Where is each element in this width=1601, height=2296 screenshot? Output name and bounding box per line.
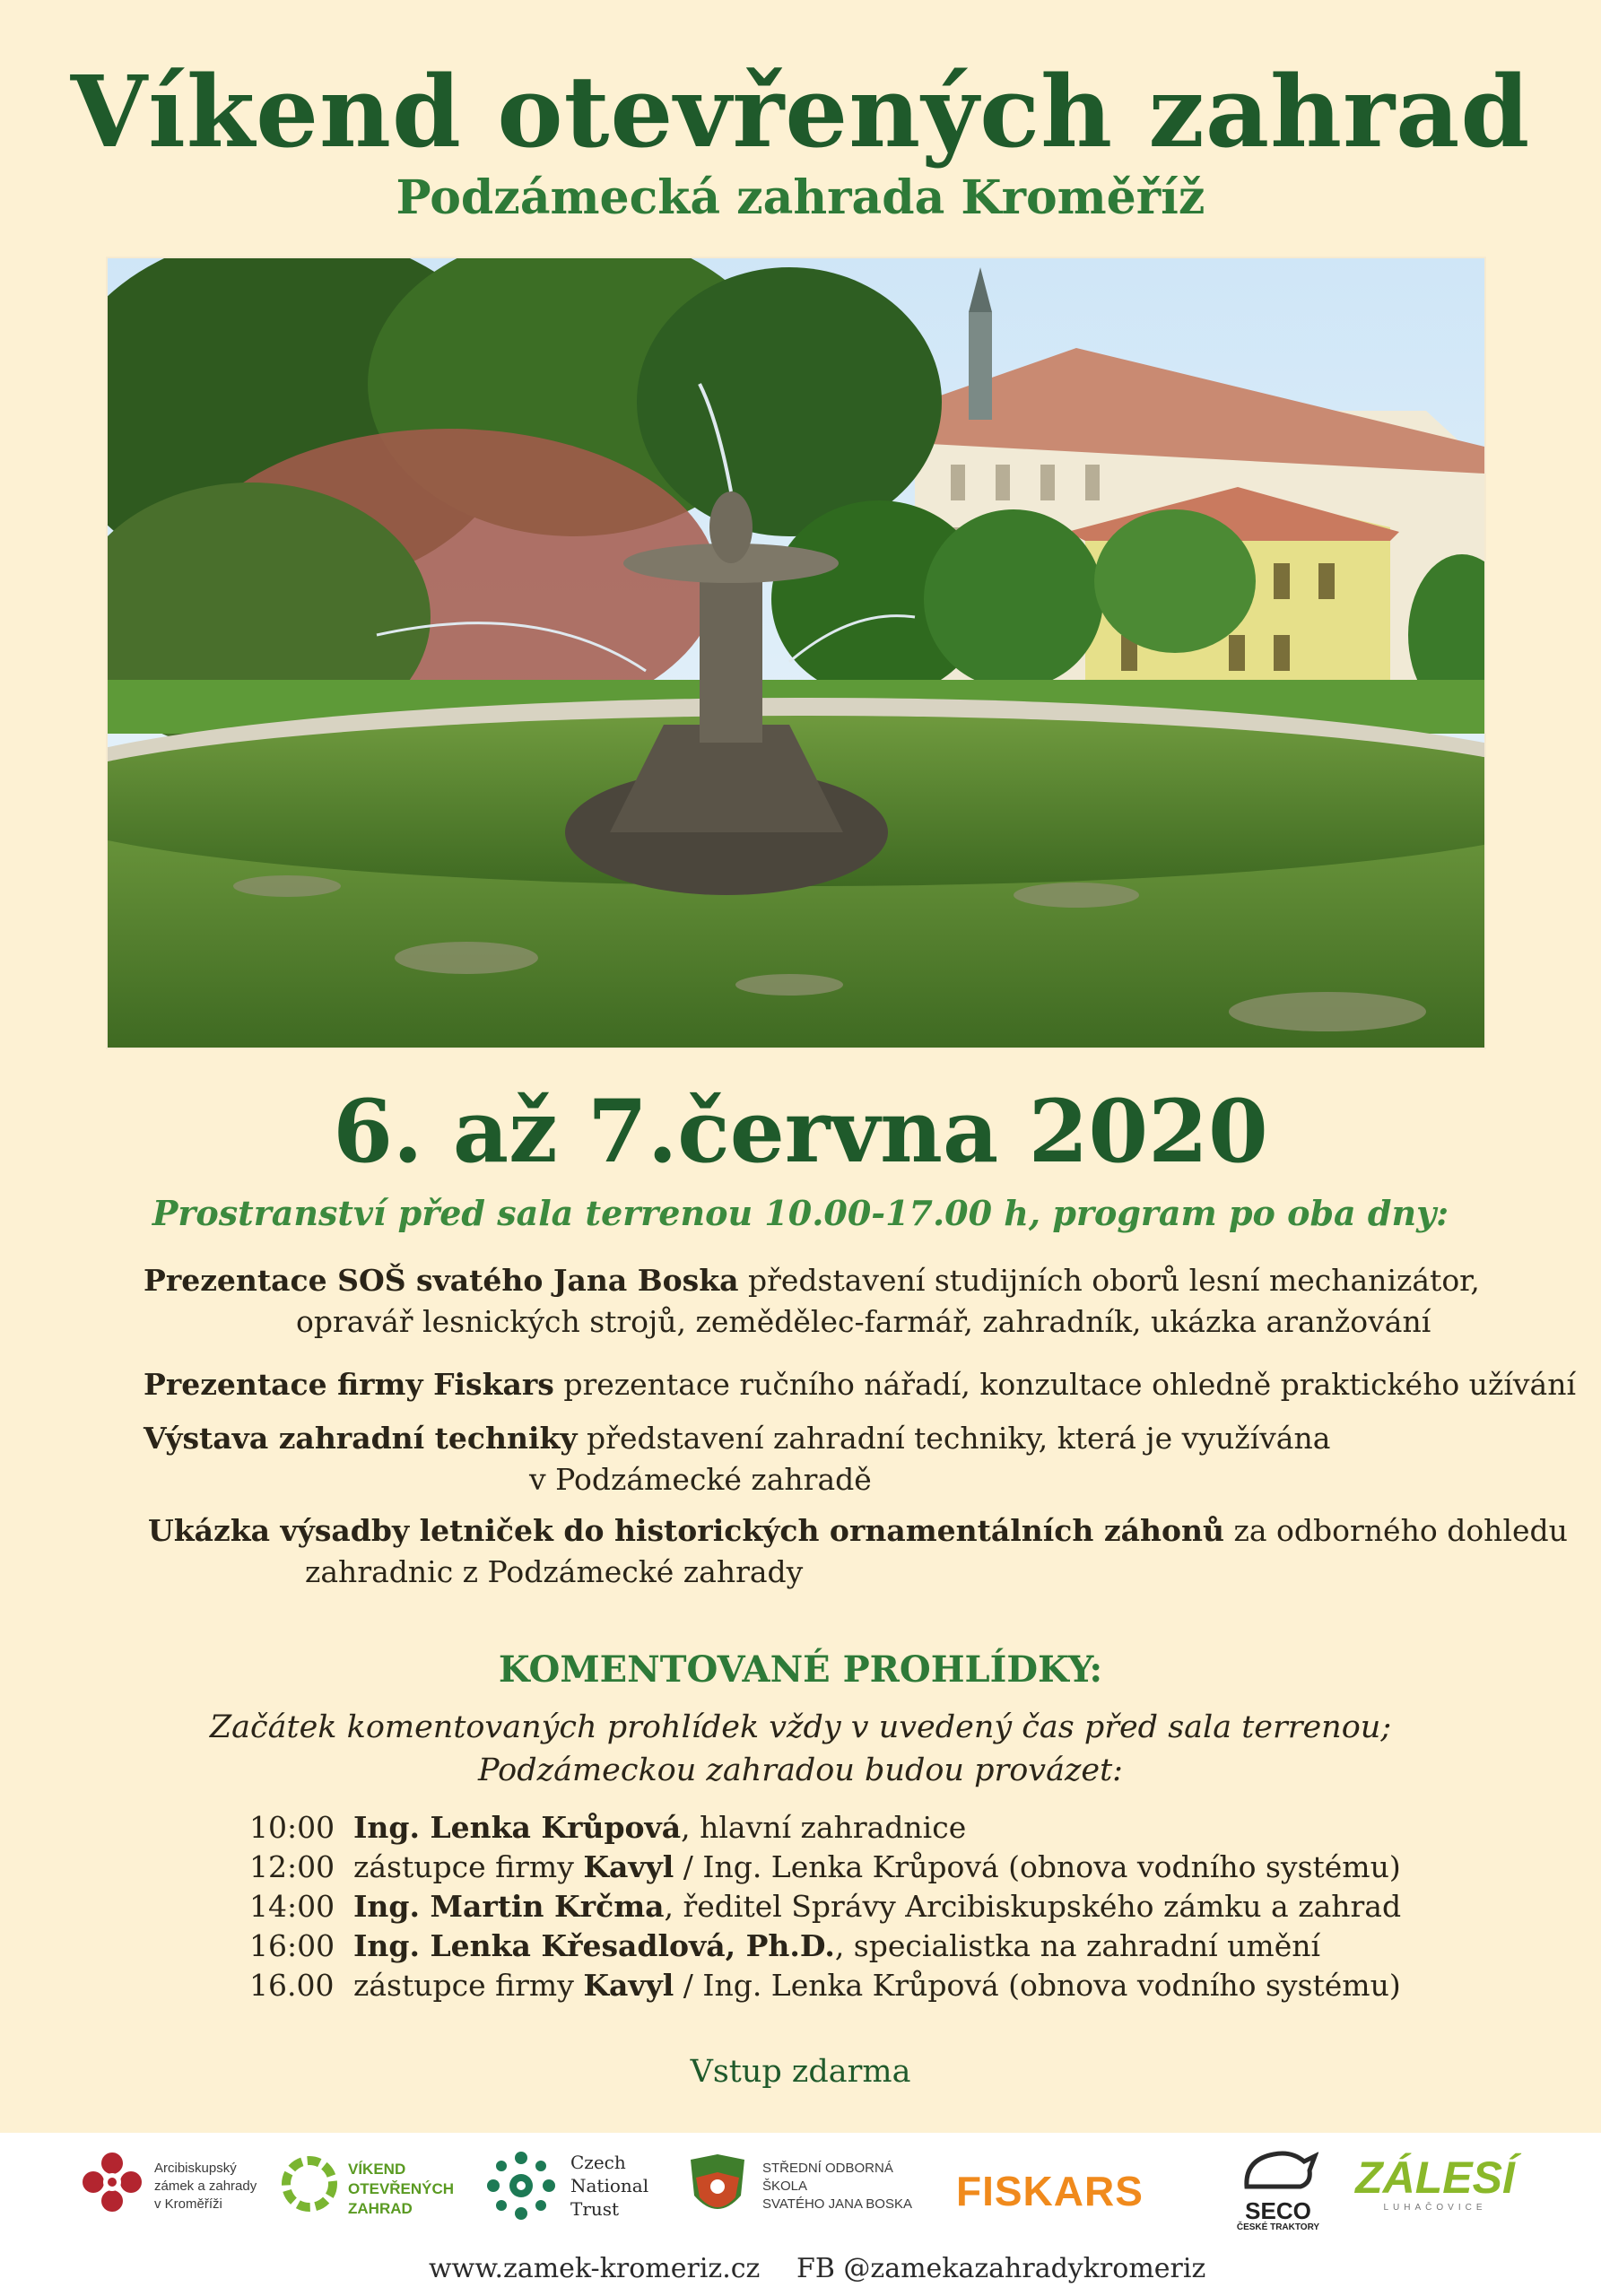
sos-logo-line: ŠKOLA [762,2179,808,2194]
program-item-cont: zahradnic z Podzámecké zahrady [305,1554,804,1589]
tour-row [249,1848,1401,1887]
vikend-logo-line: ZAHRAD [348,2200,413,2217]
program-item-text: prezentace ručního nářadí, konzultace ohledně praktického užívání [553,1367,1577,1402]
tour-row [249,1926,1320,1966]
website-link[interactable]: www.zamek-kromeriz.cz [429,2253,761,2284]
program-item-cont: v Podzámecké zahradě [529,1462,872,1497]
free-entry: Vstup zdarma [690,2054,911,2090]
tour-guide: Ing. Martin Krčma [353,1889,665,1924]
zalesi-logo [1345,2152,1525,2213]
tour-guide: Kavyl [583,1849,674,1884]
tour-post: / Ing. Lenka Krůpová (obnova vodního systému) [674,1849,1401,1884]
tour-post: , hlavní zahradnice [681,1810,967,1845]
poster-subtitle: Podzámecká zahrada Kroměříž [396,170,1205,225]
tour-time: 12:00 [249,1849,335,1884]
program-item [144,1364,1576,1405]
cnt-logo-line: Czech [570,2152,626,2173]
guided-intro-2: Podzámeckou zahradou budou provázet: [478,1752,1123,1788]
flower-icon [81,2151,144,2213]
tour-post: , specialistka na zahradní umění [834,1928,1321,1963]
school-emblem-icon [682,2151,753,2226]
vikend-logo-line: VÍKEND [348,2161,406,2178]
program-item-cont: opravář lesnických strojů, zemědělec-farmář, zahradník, ukázka aranžování [296,1304,1431,1339]
program-item-title: Prezentace SOŠ svatého Jana Boska [144,1263,739,1298]
venue-line: Prostranství před sala terrenou 10.00-17.00 h, program po oba dny: [152,1193,1449,1233]
program-item-text: za odborného dohledu [1224,1513,1568,1548]
zalesi-logo-name: ZÁLESÍ [1355,2152,1515,2203]
tour-post: / Ing. Lenka Krůpová (obnova vodního systému) [674,1968,1401,2003]
program-item [144,1418,1330,1459]
tour-guide: Ing. Lenka Křesadlová, Ph.D. [353,1928,835,1963]
tour-row [249,1966,1401,2005]
rhino-icon [1238,2142,1318,2196]
program-item-title: Ukázka výsadby letniček do historických ornamentálních záhonů [148,1513,1224,1548]
program-item-title: Prezentace firmy Fiskars [144,1367,554,1402]
tour-time: 16.00 [249,1968,335,2003]
fiskars-logo: FISKARS [956,2168,1144,2214]
program-item [144,1260,1480,1301]
program-item-text: představení studijních oborů lesní mechanizátor, [738,1263,1480,1298]
kromeriz-logo-line: zámek a zahrady [154,2179,257,2194]
sos-logo-line: STŘEDNÍ ODBORNÁ [762,2161,893,2176]
tour-guide: Ing. Lenka Krůpová [353,1810,682,1845]
zalesi-logo-sub: LUHAČOVICE [1383,2203,1487,2213]
tour-time: 16:00 [249,1928,335,1963]
facebook-link[interactable]: FB @zamekazahradykromeriz [796,2253,1206,2284]
ring-icon [278,2152,341,2215]
garden-photo [106,257,1486,1049]
tour-row [249,1808,966,1848]
tour-pre: zástupce firmy [353,1849,584,1884]
cnt-logo-line: National [570,2175,649,2196]
tour-time: 10:00 [249,1810,335,1845]
seco-logo-sub: ČESKÉ TRAKTORY [1236,2222,1320,2232]
vikend-logo-line: OTEVŘENÝCH [348,2180,455,2197]
kromeriz-logo-line: Arcibiskupský [154,2161,237,2176]
tour-time: 14:00 [249,1889,335,1924]
tour-pre: zástupce firmy [353,1968,584,2003]
kromeriz-logo-line: v Kroměříži [154,2196,222,2212]
poster-title: Víkend otevřených zahrad [70,54,1531,170]
sos-logo-line: SVATÉHO JANA BOSKA [762,2196,912,2212]
guided-tours-heading: KOMENTOVANÉ PROHLÍDKY: [498,1648,1103,1691]
tour-guide: Kavyl [583,1968,674,2003]
seco-logo [1229,2142,1327,2232]
tour-post: , ředitel Správy Arcibiskupského zámku a zahrad [664,1889,1402,1924]
tour-row [249,1887,1401,1926]
snowflake-icon [484,2149,558,2222]
cnt-logo-line: Trust [570,2198,620,2220]
program-item [148,1510,1568,1552]
seco-logo-name: SECO [1245,2197,1311,2224]
event-date: 6. až 7.června 2020 [333,1081,1268,1182]
program-item-text: představení zahradní techniky, která je využívána [577,1421,1331,1456]
guided-intro-1: Začátek komentovaných prohlídek vždy v uvedený čas před sala terrenou; [209,1709,1392,1745]
program-item-title: Výstava zahradní techniky [144,1421,578,1456]
